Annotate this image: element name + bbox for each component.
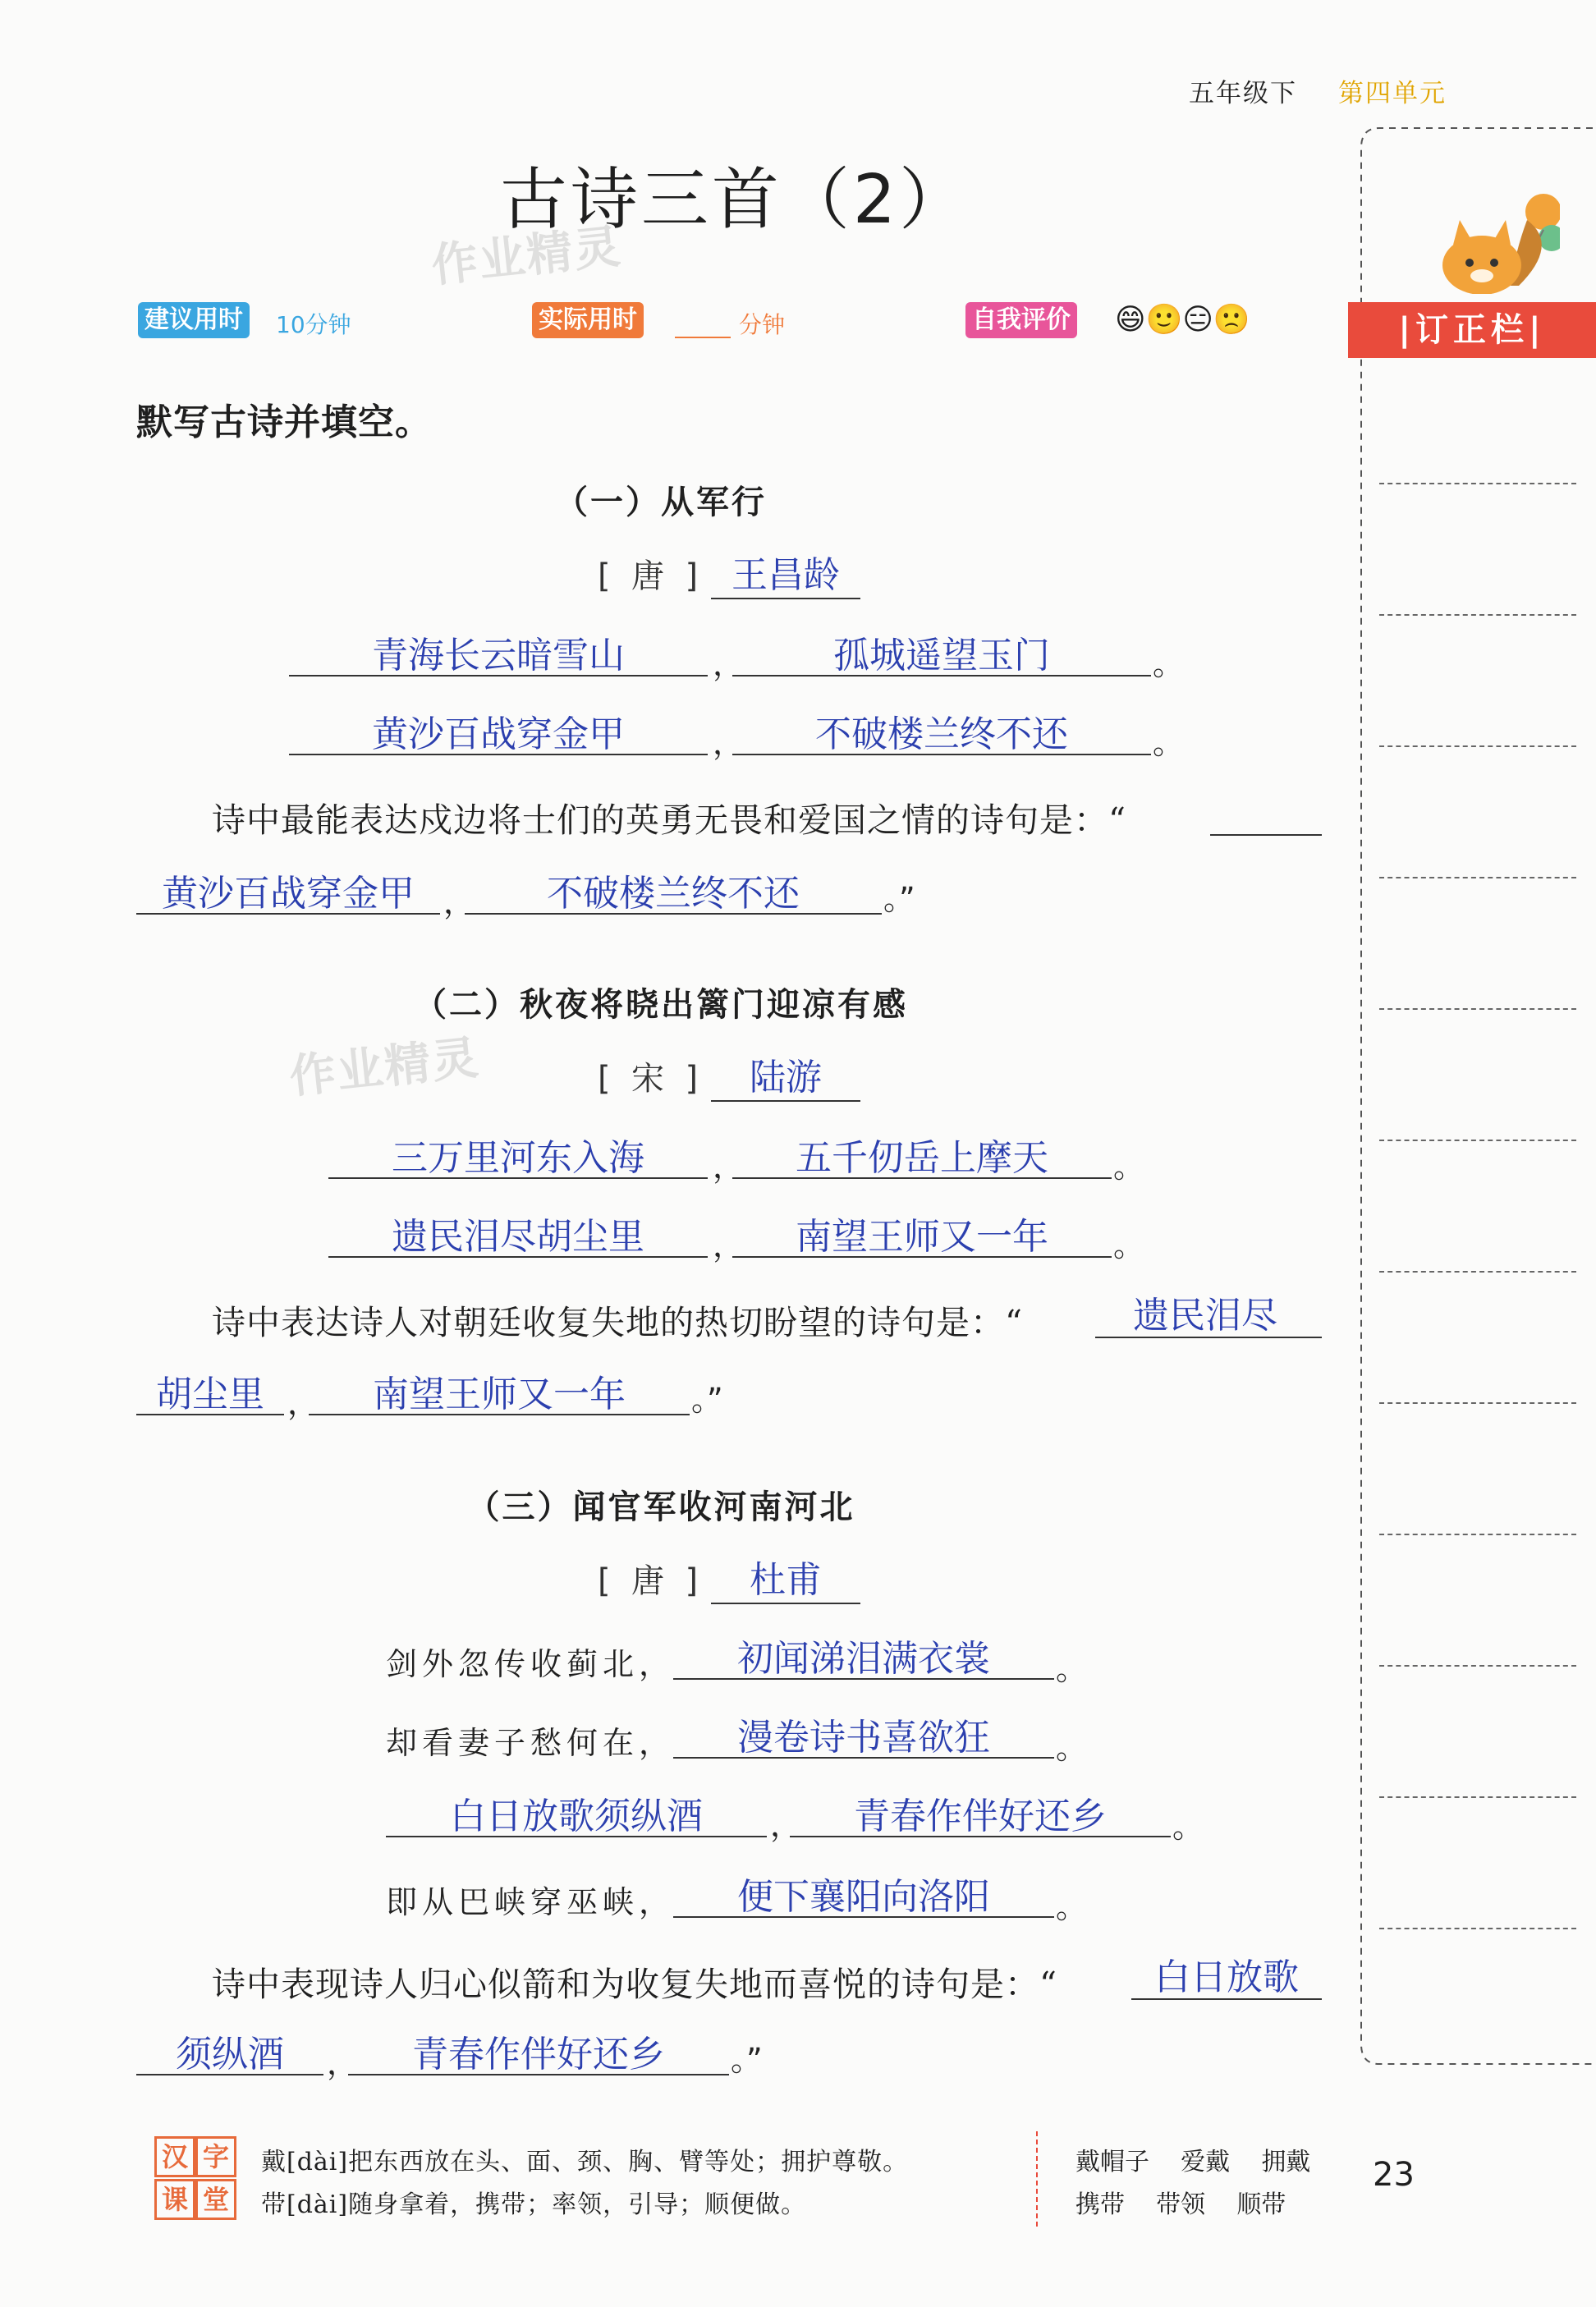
author-line [711, 598, 860, 599]
footer-words-1 [1075, 2141, 1310, 2177]
period: 。 [1153, 646, 1185, 682]
correction-line[interactable] [1379, 1796, 1576, 1798]
answer-line [309, 1414, 690, 1415]
dynasty-text: 唐 [631, 1562, 665, 1600]
poem-3-given-1: 剑外忽传收蓟北， [386, 1646, 676, 1682]
correction-line[interactable] [1379, 877, 1576, 878]
answer-line [289, 754, 708, 755]
correction-line[interactable] [1379, 1008, 1576, 1010]
correction-line[interactable] [1379, 483, 1576, 484]
poem-2-answer-first[interactable]: 遗民泪尽 [1133, 1295, 1277, 1337]
poem-3-given-3: 即从巴峡穿巫峡， [386, 1884, 676, 1920]
correction-line[interactable] [1379, 1665, 1576, 1667]
answer-line [1131, 1998, 1322, 2000]
poem-2-question: 诗中表达诗人对朝廷收复失地的热切盼望的诗句是：“ [212, 1303, 1023, 1342]
answer-line [732, 1256, 1112, 1258]
answer-line [732, 754, 1151, 755]
answer-line [328, 1177, 708, 1179]
comma: ， [327, 2045, 359, 2081]
suggest-time-value: 10分钟 [276, 311, 351, 338]
poem-2-line-1a[interactable]: 三万里河东入海 [392, 1137, 644, 1179]
answer-line [136, 2074, 323, 2075]
dynasty-text: 唐 [631, 557, 665, 595]
self-eval-faces[interactable] [1115, 302, 1250, 337]
answer-line [732, 1177, 1112, 1179]
poem-1-answer-b[interactable]: 不破楼兰终不还 [547, 873, 800, 915]
poem-3-fill-2[interactable]: 漫卷诗书喜欲狂 [737, 1717, 990, 1759]
badge-char: 字 [195, 2136, 236, 2177]
poem-2-answer-a[interactable]: 胡尘里 [156, 1374, 264, 1415]
poem-2-line-2a[interactable]: 遗民泪尽胡尘里 [392, 1216, 644, 1258]
answer-line [790, 1836, 1171, 1837]
poem-3-pair-b[interactable]: 青春作伴好还乡 [854, 1796, 1107, 1837]
correction-line[interactable] [1379, 614, 1576, 616]
poem-2-line-2b[interactable]: 南望王师又一年 [796, 1216, 1048, 1258]
correction-line[interactable] [1379, 1271, 1576, 1273]
sidebar-frame [1346, 123, 1593, 2077]
period: 。 [1113, 1227, 1145, 1264]
period: 。 [1056, 1651, 1088, 1687]
self-eval-tag: 自我评价 [965, 302, 1077, 338]
close-quote: 。” [731, 2042, 763, 2078]
comma: ， [713, 646, 745, 682]
poem-1-line-2a[interactable]: 黄沙百战穿金甲 [372, 713, 625, 755]
face-sad-icon[interactable]: 🙁 [1213, 303, 1250, 337]
comma: ， [443, 884, 475, 920]
actual-time-blank[interactable] [675, 337, 731, 338]
answer-line [673, 1678, 1054, 1680]
page-number: 23 [1373, 2156, 1415, 2194]
word: 戴帽子 [1075, 2148, 1149, 2176]
answer-line [1095, 1337, 1322, 1338]
poem-3-answer-first[interactable]: 白日放歌 [1154, 1956, 1299, 1998]
poem-1-dynasty: [ 唐 ] [598, 557, 699, 595]
badge-char: 堂 [195, 2179, 236, 2220]
watermark: 作业精灵 [287, 1031, 483, 1104]
poem-3-author[interactable]: 杜甫 [750, 1559, 822, 1601]
poem-2-answer-b[interactable]: 南望王师又一年 [373, 1374, 626, 1415]
poem-2-line-1b[interactable]: 五千仞岳上摩天 [796, 1137, 1048, 1179]
word: 拥戴 [1261, 2148, 1311, 2176]
answer-line [465, 913, 882, 915]
comma: ， [713, 1227, 745, 1264]
period: 。 [1056, 1889, 1088, 1925]
squirrel-mascot-icon [1420, 187, 1560, 294]
actual-time-unit: 分钟 [739, 311, 786, 338]
close-quote: 。” [691, 1382, 723, 1418]
word: 顺带 [1236, 2190, 1286, 2219]
poem-3-fill-3[interactable]: 便下襄阳向洛阳 [737, 1876, 990, 1918]
face-neutral-icon[interactable]: 😑 [1182, 303, 1213, 337]
answer-line [1210, 834, 1322, 836]
comma: ， [713, 1149, 745, 1185]
footer-definition-1: 戴[dài]把东西放在头、面、颈、胸、臂等处；拥护尊敬。 [261, 2148, 909, 2176]
footer-words-2 [1075, 2184, 1286, 2220]
footer-divider [1036, 2131, 1038, 2227]
correction-line[interactable] [1379, 1140, 1576, 1141]
correction-column-title: 订正栏 [1415, 311, 1529, 349]
answer-line [289, 675, 708, 677]
answer-line [386, 1836, 767, 1837]
correction-line[interactable] [1379, 1928, 1576, 1929]
poem-2-title: （二）秋夜将晓出篱门迎凉有感 [414, 986, 908, 1024]
period: 。 [1153, 725, 1185, 761]
period: 。 [1056, 1730, 1088, 1766]
poem-3-question: 诗中表现诗人归心似箭和为收复失地而喜悦的诗句是：“ [212, 1965, 1057, 2004]
answer-line [328, 1256, 708, 1258]
answer-line [673, 1757, 1054, 1759]
answer-line [136, 1414, 284, 1415]
footer-definition-2: 带[dài]随身拿着，携带；率领，引导；顺便做。 [261, 2190, 807, 2219]
suggest-time-tag: 建议用时 [138, 302, 250, 338]
close-quote: 。” [883, 881, 915, 917]
poem-1-author[interactable]: 王昌龄 [732, 554, 840, 596]
grade-label: 五年级下 [1189, 79, 1297, 108]
badge-char: 课 [154, 2179, 195, 2220]
poem-3-pair-a[interactable]: 白日放歌须纵酒 [450, 1796, 703, 1837]
answer-line [673, 1916, 1054, 1918]
answer-line [348, 2074, 729, 2075]
poem-3-answer-a[interactable]: 须纵酒 [176, 2034, 284, 2075]
poem-1-line-1a[interactable]: 青海长云暗雪山 [372, 635, 625, 677]
poem-3-fill-1[interactable]: 初闻涕泪满衣裳 [737, 1638, 990, 1680]
actual-time-tag: 实际用时 [532, 302, 644, 338]
period: 。 [1113, 1149, 1145, 1185]
poem-3-dynasty: [ 唐 ] [598, 1562, 699, 1600]
comma: ， [287, 1385, 319, 1421]
dynasty-text: 宋 [631, 1060, 665, 1098]
poem-1-question: 诗中最能表达戍边将士们的英勇无畏和爱国之情的诗句是：“ [212, 800, 1126, 840]
hanzi-classroom-badge [154, 2136, 236, 2218]
page-title: 古诗三首（2） [499, 161, 970, 239]
poem-3-answer-b[interactable]: 青春作伴好还乡 [412, 2034, 665, 2075]
face-smile-icon[interactable]: 🙂 [1145, 303, 1183, 337]
badge-char: 汉 [154, 2136, 195, 2177]
correction-line[interactable] [1379, 1534, 1576, 1535]
period: 。 [1172, 1809, 1204, 1845]
word: 带领 [1156, 2190, 1206, 2219]
comma: ， [770, 1807, 802, 1843]
unit-label: 第四单元 [1338, 79, 1447, 108]
face-happy-icon[interactable]: 😄 [1115, 303, 1146, 337]
watermark: 作业精灵 [429, 220, 625, 293]
word: 携带 [1075, 2190, 1125, 2219]
author-line [711, 1100, 860, 1102]
word: 爱戴 [1181, 2148, 1231, 2176]
poem-1-line-1b[interactable]: 孤城遥望玉门 [833, 635, 1050, 677]
poem-3-title: （三）闻官军收河南河北 [466, 1488, 855, 1526]
author-line [711, 1603, 860, 1604]
poem-2-author[interactable]: 陆游 [750, 1057, 822, 1098]
correction-line[interactable] [1379, 745, 1576, 747]
comma: ， [713, 725, 745, 761]
poem-1-answer-a[interactable]: 黄沙百战穿金甲 [162, 873, 415, 915]
poem-2-dynasty: [ 宋 ] [598, 1060, 699, 1098]
correction-column-header: |订正栏| [1348, 302, 1596, 358]
answer-line [732, 675, 1151, 677]
answer-line [136, 913, 440, 915]
poem-3-given-2: 却看妻子愁何在， [386, 1725, 676, 1761]
correction-line[interactable] [1379, 1402, 1576, 1404]
poem-1-line-2b[interactable]: 不破楼兰终不还 [815, 713, 1068, 755]
instruction-text: 默写古诗并填空。 [136, 401, 432, 443]
poem-1-title: （一）从军行 [555, 484, 767, 521]
